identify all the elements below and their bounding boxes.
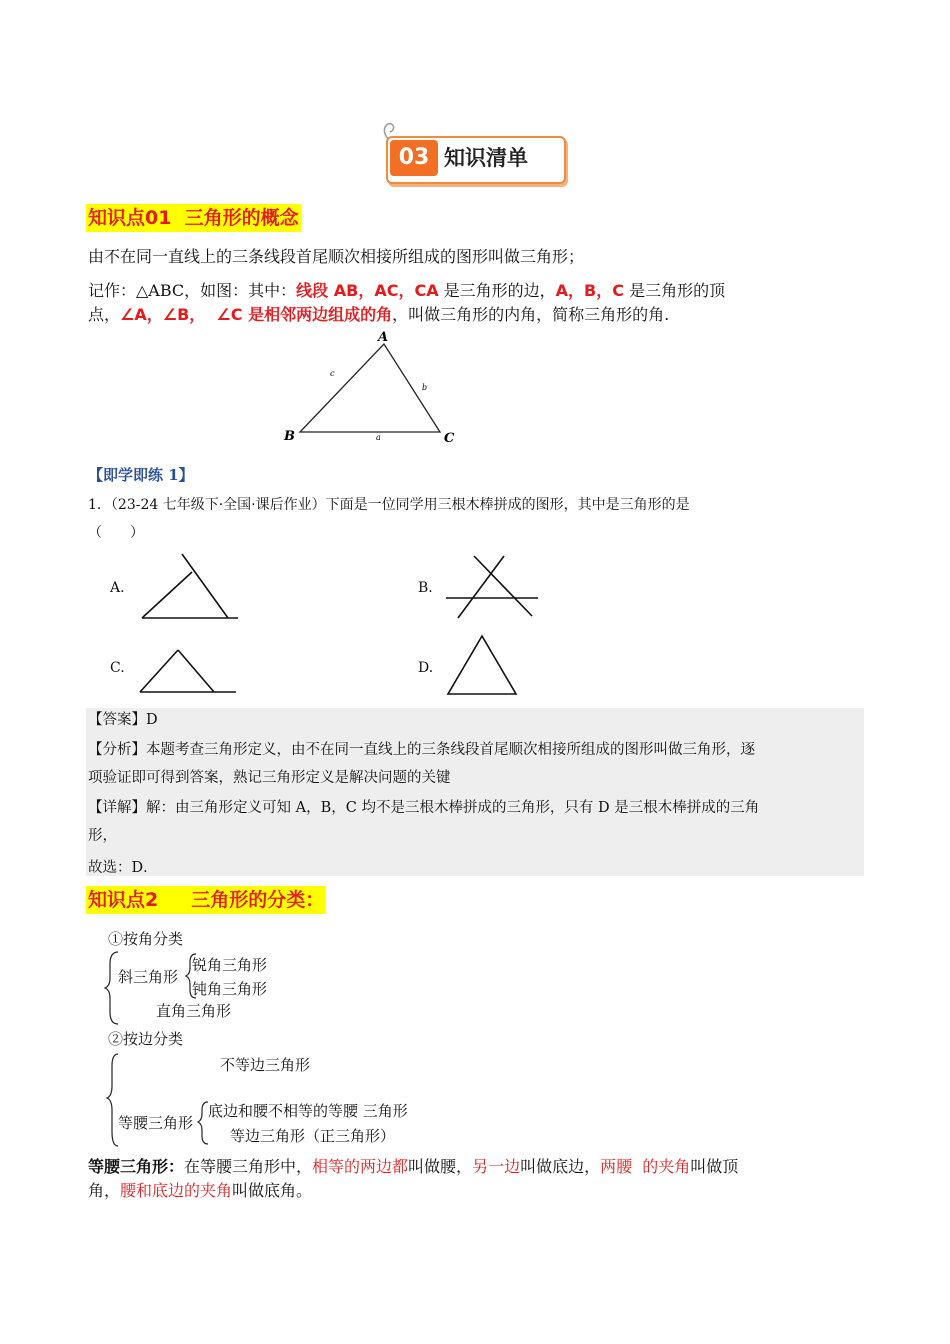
iso-text-3: 叫做底边， bbox=[520, 1157, 601, 1176]
iso-text-1: 在等腰三角形中， bbox=[184, 1157, 313, 1176]
triangle-abc-shape bbox=[300, 344, 440, 432]
iso-text-2: 叫做腰， bbox=[408, 1157, 473, 1176]
isosceles-definition-line2 bbox=[88, 1178, 312, 1204]
inner-side-brace-icon bbox=[198, 1102, 208, 1144]
notation-line2-suffix: ，叫做三角形的内角，简称三角形的角. bbox=[392, 305, 670, 324]
iso-text-5: 角， bbox=[88, 1181, 121, 1200]
section1-heading: 知识点01 三角形的概念 bbox=[86, 204, 301, 232]
notation-mid2: 是三角形的顶 bbox=[624, 281, 726, 300]
practice-question: 1．（23-24 七年级下·全国·课后作业）下面是一位同学用三根木棒拼成的图形，其中是三角形的是 bbox=[88, 497, 690, 513]
option-d-figure bbox=[444, 632, 520, 698]
notation-vertices: A，B，C bbox=[555, 281, 624, 300]
vertex-c-label: C bbox=[444, 431, 455, 446]
equilateral-triangle: 等边三角形（正三角形） bbox=[230, 1127, 396, 1145]
section2-heading: 知识点2 三角形的分类： bbox=[86, 886, 326, 914]
notation-prefix: 记作：△ABC，如图：其中： bbox=[88, 281, 297, 300]
analysis-text: 本题考查三角形定义，由不在同一直线上的三条线段首尾顺次相接所组成的图形叫做三角形，逐 bbox=[146, 742, 755, 758]
obtuse-triangle: 钝角三角形 bbox=[192, 980, 268, 998]
iso-text-4: 叫做顶 bbox=[690, 1157, 739, 1176]
option-a-figure bbox=[136, 550, 246, 626]
analysis-line1 bbox=[88, 736, 755, 764]
iso-red-2: 另一边 bbox=[472, 1157, 521, 1176]
triangle-definition: 由不在同一直线上的三条线段首尾顺次相接所组成的图形叫做三角形； bbox=[88, 247, 585, 266]
detail-text: 解：由三角形定义可知 A，B，C 均不是三根木棒拼成的三角形，只有 D 是三根木棒拼成的三角 bbox=[146, 800, 760, 816]
banner-number: 03 bbox=[390, 140, 438, 176]
practice-label: 【即学即练 1】 bbox=[88, 466, 194, 484]
notation-angles: ∠A，∠B， ∠C 是相邻两边组成的角 bbox=[120, 305, 393, 324]
option-b-figure bbox=[444, 552, 544, 622]
classify-by-angle: ①按角分类 bbox=[108, 930, 184, 948]
analysis-label: 【分析】 bbox=[88, 742, 146, 758]
conclusion: 故选：D． bbox=[88, 860, 158, 876]
answer-line bbox=[88, 706, 158, 734]
vertex-a-label: A bbox=[378, 330, 389, 345]
acute-triangle: 锐角三角形 bbox=[192, 956, 268, 974]
oblique-triangle: 斜三角形 bbox=[118, 968, 179, 986]
side-brace-figure bbox=[104, 1050, 214, 1150]
answer-box bbox=[86, 708, 864, 876]
isosceles-definition-line1 bbox=[88, 1154, 738, 1180]
scalene-triangle: 不等边三角形 bbox=[220, 1056, 311, 1074]
option-c-label: C. bbox=[110, 660, 125, 676]
answer-label: 【答案】 bbox=[88, 712, 146, 728]
side-a-label: a bbox=[376, 433, 381, 442]
detail-line1 bbox=[88, 794, 759, 822]
notation-line2-prefix: 点， bbox=[88, 305, 121, 324]
isosceles-term: 等腰三角形： bbox=[88, 1157, 185, 1176]
detail-line2: 形， bbox=[88, 828, 117, 844]
option-a-label: A. bbox=[110, 580, 125, 596]
right-triangle: 直角三角形 bbox=[156, 1002, 232, 1020]
section-banner bbox=[380, 120, 570, 186]
detail-label: 【详解】 bbox=[88, 800, 146, 816]
outer-side-brace-icon bbox=[107, 1054, 118, 1146]
answer-value: D bbox=[146, 712, 158, 728]
banner-title: 知识清单 bbox=[444, 146, 528, 170]
triangle-notation-line2 bbox=[88, 302, 669, 328]
vertex-b-label: B bbox=[284, 429, 295, 444]
isosceles-unequal: 底边和腰不相等的等腰 三角形 bbox=[208, 1102, 408, 1120]
option-d-label: D. bbox=[418, 660, 434, 676]
outer-brace-icon bbox=[105, 952, 118, 1024]
notation-sides: 线段 AB，AC，CA bbox=[296, 281, 439, 300]
iso-red-1: 相等的两边都 bbox=[312, 1157, 409, 1176]
practice-blank: （ ） bbox=[88, 525, 144, 541]
option-c-figure bbox=[136, 644, 240, 698]
notation-mid1: 是三角形的边， bbox=[438, 281, 556, 300]
side-b-label: b bbox=[422, 383, 428, 392]
classify-by-side: ②按边分类 bbox=[108, 1030, 184, 1048]
isosceles-triangle: 等腰三角形 bbox=[118, 1114, 194, 1132]
analysis-line2: 项验证即可得到答案，熟记三角形定义是解决问题的关键 bbox=[88, 770, 451, 786]
option-b-label: B. bbox=[418, 580, 433, 596]
triangle-abc-figure bbox=[280, 328, 460, 448]
triangle-notation-line1 bbox=[88, 278, 725, 304]
iso-text-6: 叫做底角。 bbox=[232, 1181, 313, 1200]
side-c-label: c bbox=[330, 369, 335, 378]
iso-red-3: 两腰 的夹角 bbox=[600, 1157, 691, 1176]
iso-red-4: 腰和底边的夹角 bbox=[120, 1181, 233, 1200]
